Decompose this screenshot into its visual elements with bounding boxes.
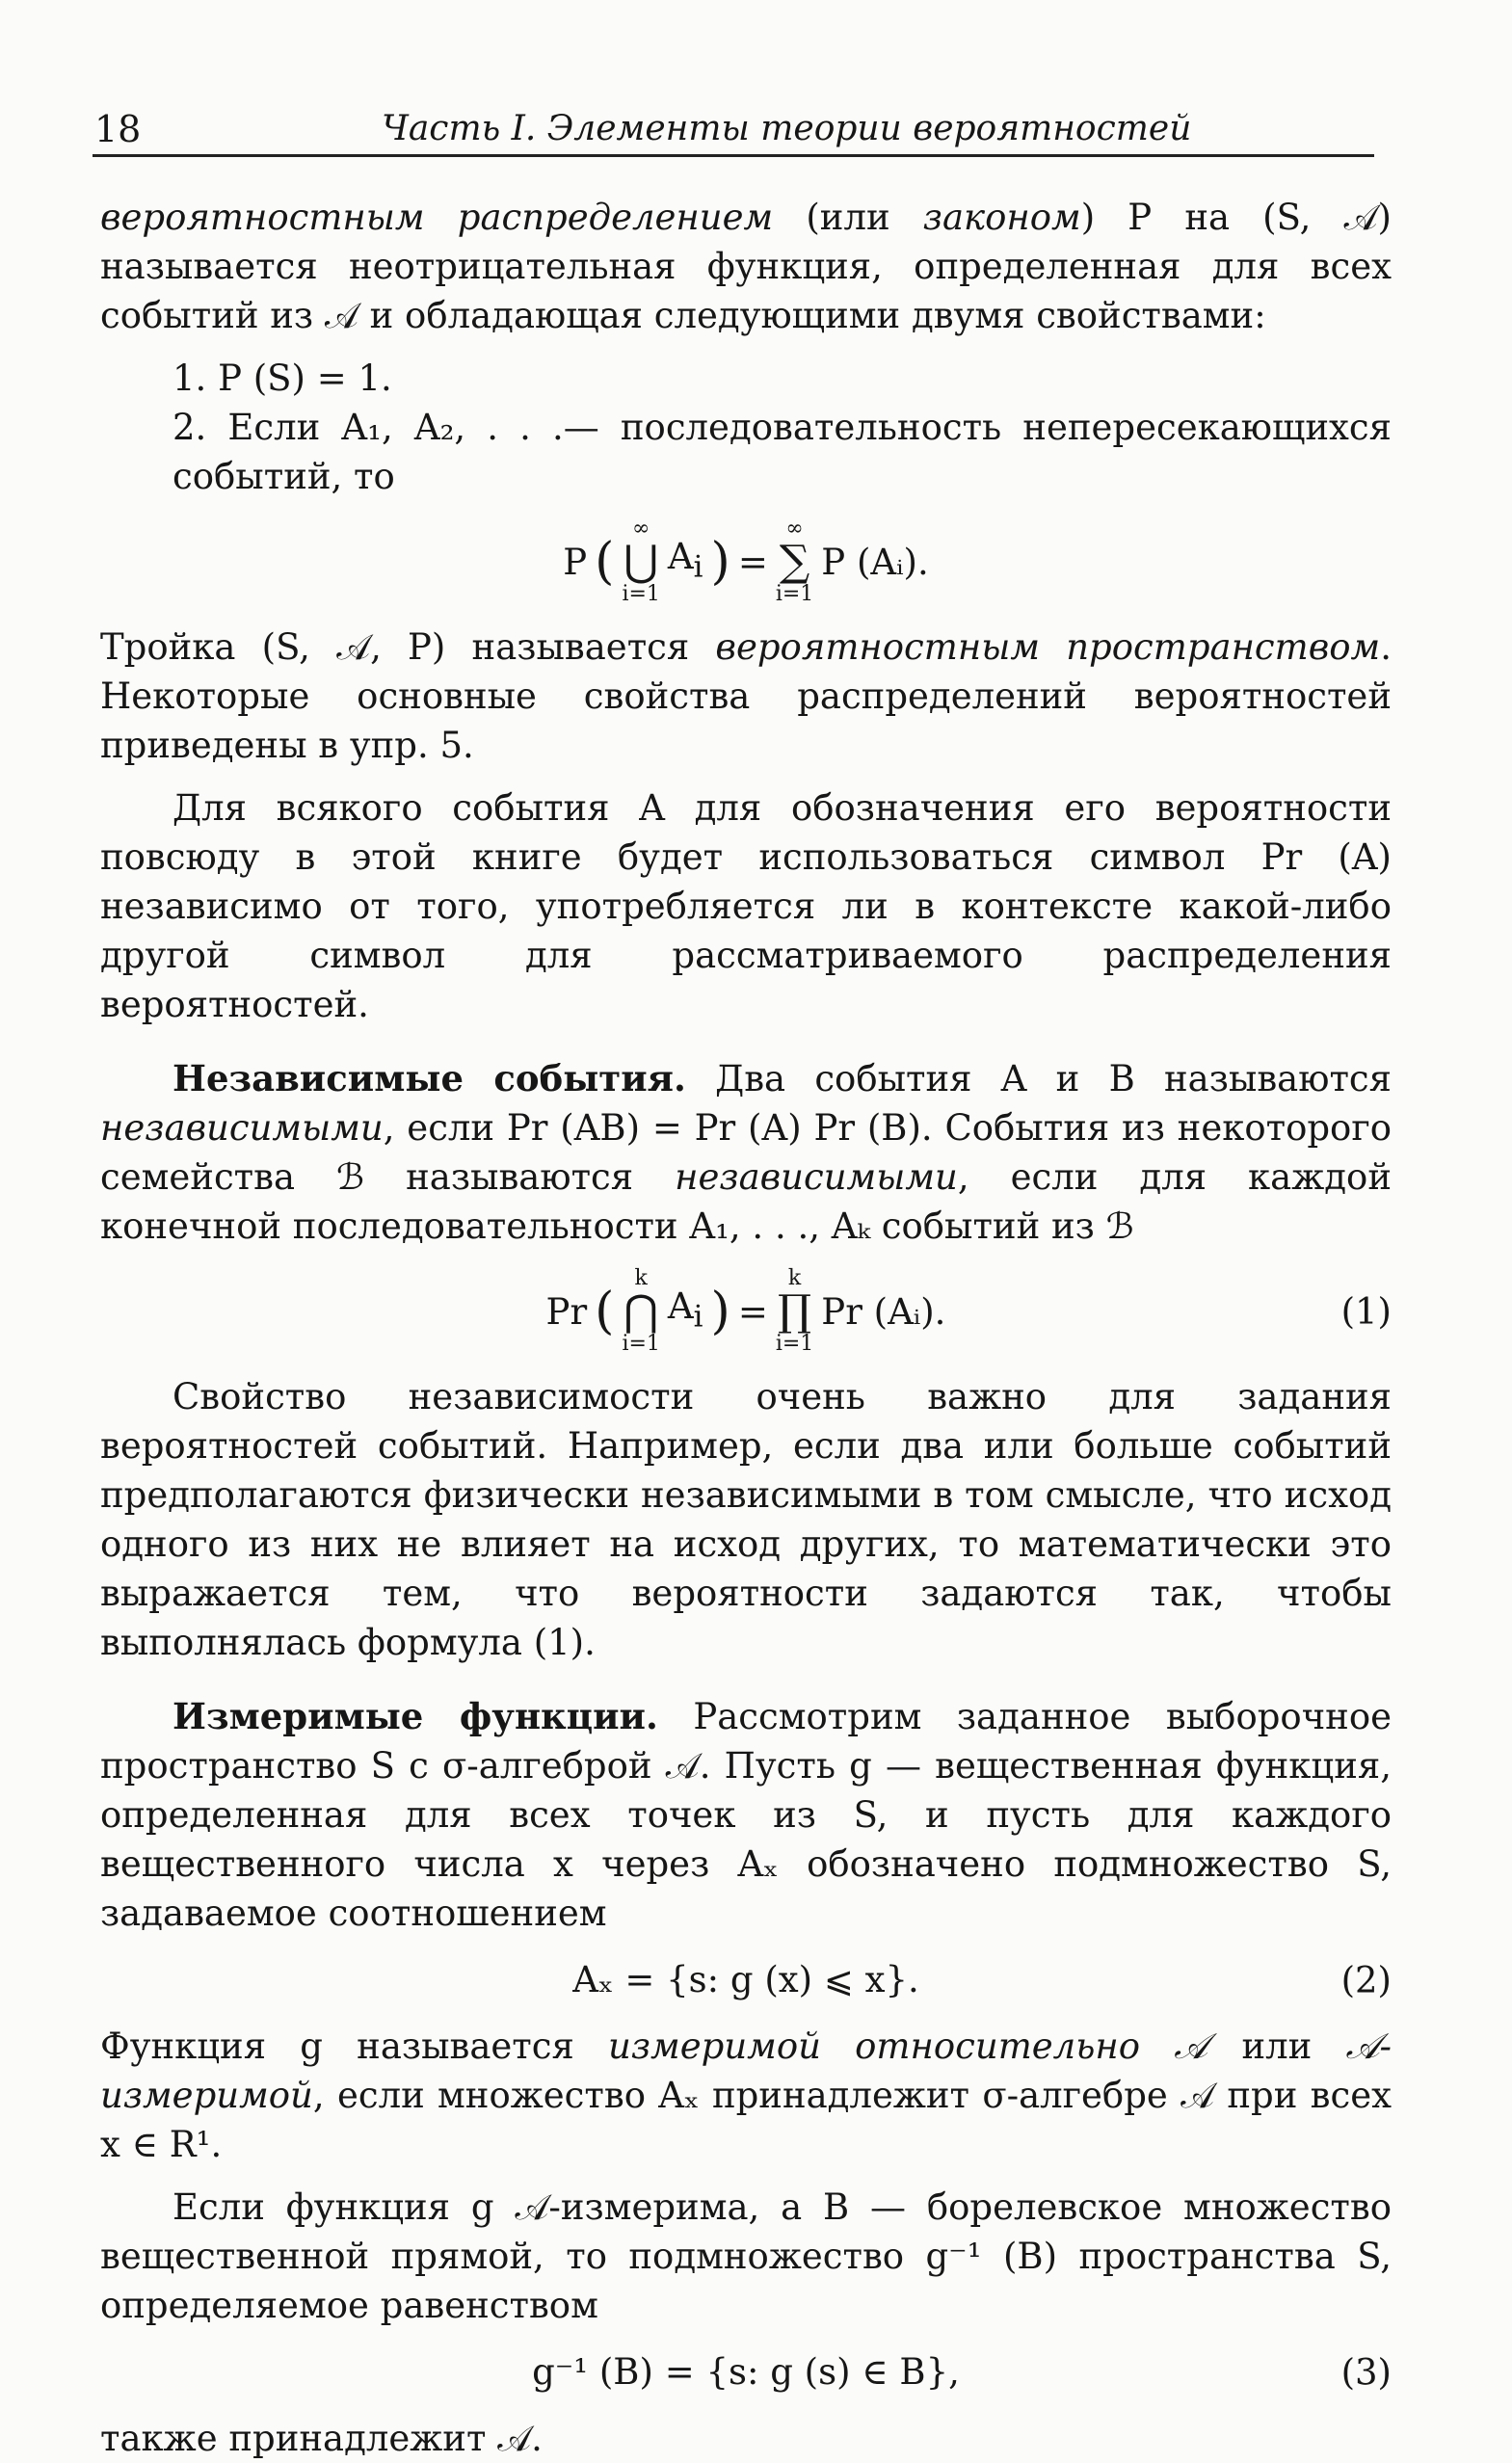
- product-operator: [776, 1268, 813, 1355]
- page-header: [93, 96, 1374, 157]
- equation-number: (1): [1340, 1290, 1392, 1333]
- paragraph-independent-events: [100, 1054, 1392, 1251]
- math-inner: $A_i$: [667, 535, 703, 585]
- paragraph-conclusion: также принадлежит 𝒜.: [100, 2418, 543, 2460]
- text: (или: [773, 197, 923, 238]
- term: вероятностным пространством: [715, 626, 1381, 669]
- sum-symbol: ∑: [779, 537, 810, 586]
- upper-limit: k: [634, 1266, 648, 1291]
- upper-limit: k: [787, 1266, 802, 1291]
- union-operator: [622, 518, 659, 605]
- right-paren: ): [710, 533, 730, 592]
- page-body: [100, 193, 1392, 2463]
- text: Два события A и B называются: [685, 1058, 1392, 1100]
- term: законом: [922, 197, 1081, 238]
- term: 𝒜-измеримой: [100, 2026, 1393, 2117]
- text: ) P на (S, 𝒜) называется неотрицательная функция, определенная для всех событий из 𝒜 и обладающая следующими двумя свойствами:: [100, 197, 1392, 336]
- left-paren: (: [595, 533, 615, 592]
- math-expression: g⁻¹ (B) = {s: g (s) ∈ B},: [532, 2351, 960, 2394]
- math-lhs: P: [563, 541, 588, 583]
- list-item-1: 1. P (S) = 1.: [172, 358, 392, 399]
- term: независимыми: [675, 1156, 958, 1199]
- paragraph-definition: [100, 193, 1392, 340]
- equation-number: (2): [1340, 1959, 1392, 2001]
- section-heading: Измеримые функции.: [172, 1695, 658, 1738]
- text: , если для каждой конечной последовательности A₁, . . ., Aₖ событий из ℬ: [100, 1156, 1392, 1248]
- text: Рассмотрим заданное выборочное пространство S с σ-алгеброй 𝒜. Пусть g — вещественная функция, определенная для всех точек из S, и пусть для каждого вещественного числа x через Aₓ обозначено подмножество S, задаваемое соотношением: [100, 1696, 1392, 1935]
- section-heading: Независимые события.: [172, 1057, 686, 1100]
- intersection-operator: [622, 1268, 659, 1355]
- intersection-symbol: ⋂: [623, 1286, 659, 1337]
- formula-1: [100, 1268, 1392, 1355]
- list-item-2: 2. Если A₁, A₂, . . .— последовательность непересекающихся событий, то: [172, 407, 1392, 497]
- formula-2: [100, 1955, 1392, 2004]
- text: Функция g называется: [100, 2026, 609, 2068]
- left-paren: (: [595, 1283, 615, 1341]
- term: вероятностным распределением: [100, 197, 774, 238]
- term: независимыми: [100, 1107, 384, 1150]
- product-symbol: ∏: [778, 1286, 812, 1337]
- upper-limit: ∞: [785, 516, 804, 541]
- math-expression: [563, 518, 929, 605]
- math-inner: $A_i$: [667, 1285, 703, 1335]
- text: Тройка (S, 𝒜, P) называется: [100, 626, 716, 669]
- term: измеримой относительно 𝒜: [608, 2026, 1208, 2068]
- formula-3: [100, 2347, 1392, 2397]
- math-expression: [546, 1268, 946, 1355]
- math-lhs: Pr: [545, 1290, 588, 1333]
- lower-limit: i=1: [622, 582, 660, 607]
- equals-sign: =: [737, 1290, 768, 1333]
- equation-number: (3): [1340, 2351, 1392, 2394]
- text: или: [1207, 2026, 1346, 2068]
- text: , если множество Aₓ принадлежит σ-алгебре 𝒜 при всех x ∈ R¹.: [100, 2075, 1392, 2166]
- lower-limit: i=1: [775, 1332, 814, 1357]
- paragraph-measurability: [100, 2022, 1392, 2169]
- math-rhs: Pr (Aᵢ).: [821, 1290, 946, 1333]
- paragraph-triple: [100, 622, 1392, 770]
- upper-limit: ∞: [632, 516, 650, 541]
- formula-union: [100, 518, 1392, 605]
- paragraph-borel: Если функция g 𝒜-измерима, а B — борелевское множество вещественной прямой, то подмножество g⁻¹ (B) пространства S, определяемое равенством: [100, 2186, 1392, 2327]
- lower-limit: i=1: [775, 582, 814, 607]
- sum-operator: [776, 518, 813, 605]
- lower-limit: i=1: [622, 1332, 660, 1357]
- right-paren: ): [710, 1283, 730, 1341]
- text: , если Pr (AB) = Pr (A) Pr (B). События из некоторого семейства ℬ называются: [100, 1107, 1392, 1199]
- math-expression: Aₓ = {s: g (x) ⩽ x}.: [572, 1959, 919, 2001]
- paragraph-independence-property: Свойство независимости очень важно для задания вероятностей событий. Например, если два или больше событий предполагаются физически независимыми в том смысле, что исход одного из них не влияет на исход других, то математически это выражается тем, что вероятности задаются так, чтобы выполнялась формула (1).: [100, 1376, 1392, 1664]
- page-number: 18: [94, 108, 142, 150]
- math-rhs: P (Aᵢ).: [821, 541, 929, 583]
- paragraph-notation: Для всякого события A для обозначения его вероятности повсюду в этой книге будет использоваться символ Pr (A) независимо от того, употребляется ли в контексте какой-либо другой символ для рассматриваемого распределения вероятностей.: [100, 787, 1392, 1026]
- text: . Некоторые основные свойства распределений вероятностей приведены в упр. 5.: [100, 626, 1392, 767]
- running-title: Часть I. Элементы теории вероятностей: [382, 109, 1192, 148]
- equals-sign: =: [737, 541, 768, 583]
- paragraph-measurable-functions: [100, 1692, 1392, 1938]
- union-symbol: ⋃: [623, 537, 659, 586]
